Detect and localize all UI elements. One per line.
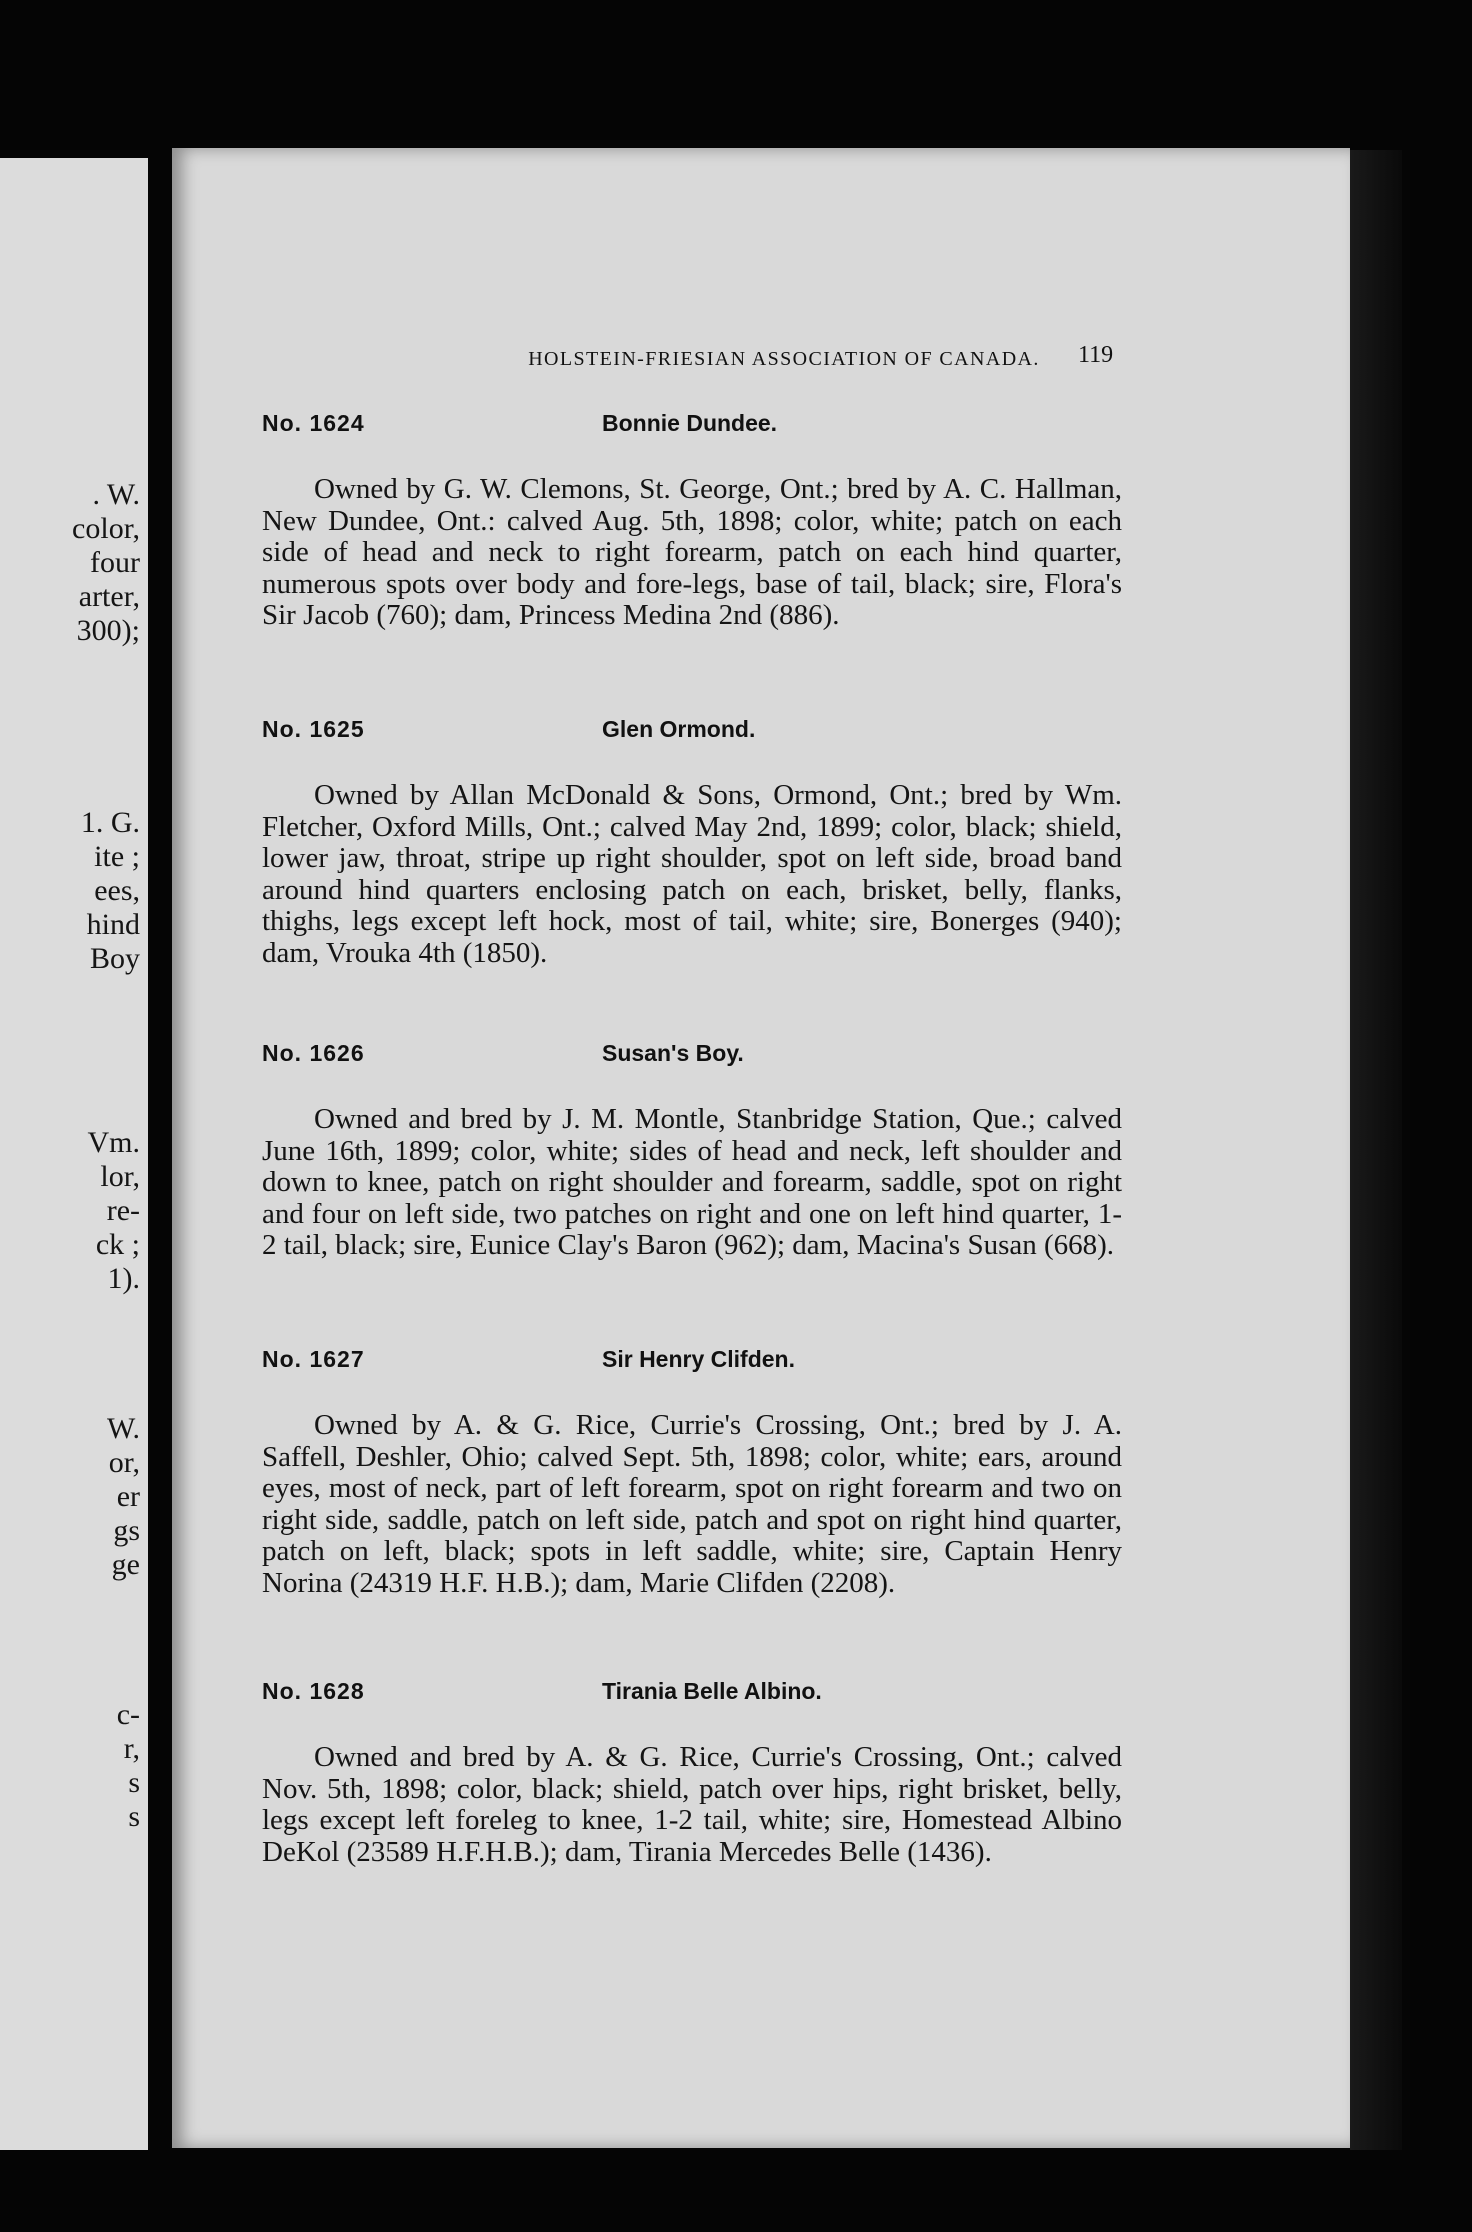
facing-page-fragment: Vm. lor, re- ck ; 1). bbox=[87, 1126, 140, 1295]
entry-description: Owned and bred by A. & G. Rice, Currie's Crossing, Ont.; calved Nov. 5th, 1898; color, black; shield, patch over hips, right brisket, belly, legs except left foreleg to knee, 1-2 tail, white; sire, Homestead Albino DeKol (23589 H.F.H.B.); dam, Tirania Mercedes Belle (1436). bbox=[262, 1741, 1122, 1868]
entry-animal-name: Sir Henry Clifden. bbox=[602, 1346, 795, 1372]
register-entry bbox=[262, 410, 1322, 632]
running-head: HOLSTEIN-FRIESIAN ASSOCIATION OF CANADA. bbox=[528, 348, 1040, 370]
facing-page-edge bbox=[0, 158, 148, 2150]
page-number: 119 bbox=[1078, 342, 1114, 368]
register-entry bbox=[262, 1346, 1322, 1599]
register-entry bbox=[262, 1040, 1322, 1262]
facing-page-fragment: 1. G. ite ; ees, hind Boy bbox=[80, 806, 140, 975]
entry-number: No. 1627 bbox=[262, 1346, 365, 1372]
register-entry bbox=[262, 716, 1322, 969]
entry-header bbox=[262, 1040, 1322, 1076]
book-page bbox=[172, 148, 1350, 2148]
page-edge-shadow bbox=[1350, 150, 1402, 2150]
entry-description: Owned and bred by J. M. Montle, Stanbridge Station, Que.; calved June 16th, 1899; color, white; sides of head and neck, left shoulder and down to knee, patch on right shoulder and forearm, saddle, spot on right and four on left side, two patches on right and one on left hind quarter, 1-2 tail, black; sire, Eunice Clay's Baron (962); dam, Macina's Susan (668). bbox=[262, 1103, 1122, 1261]
entry-description: Owned by Allan McDonald & Sons, Ormond, Ont.; bred by Wm. Fletcher, Oxford Mills, Ont.; calved May 2nd, 1899; color, black; shield, lower jaw, throat, stripe up right shoulder, spot on left side, broad band around hind quarters enclosing patch on each, brisket, belly, flanks, thighs, legs except left hock, most of tail, white; sire, Bonerges (940); dam, Vrouka 4th (1850). bbox=[262, 779, 1122, 969]
entry-number: No. 1628 bbox=[262, 1678, 365, 1704]
entry-animal-name: Glen Ormond. bbox=[602, 716, 756, 742]
register-entry bbox=[262, 1678, 1322, 1868]
entry-number: No. 1625 bbox=[262, 716, 365, 742]
entry-animal-name: Susan's Boy. bbox=[602, 1040, 744, 1066]
entry-description: Owned by A. & G. Rice, Currie's Crossing, Ont.; bred by J. A. Saffell, Deshler, Ohio; calved Sept. 5th, 1898; color, white; ears, around eyes, most of neck, part of left forearm, spot on right forearm and two on right side, saddle, patch on left side, patch and spot on right hind quarter, patch on left, black; spots in left saddle, white; sire, Captain Henry Norina (24319 H.F. H.B.); dam, Marie Clifden (2208). bbox=[262, 1409, 1122, 1599]
entry-header bbox=[262, 716, 1322, 752]
entry-description: Owned by G. W. Clemons, St. George, Ont.; bred by A. C. Hallman, New Dundee, Ont.: calved Aug. 5th, 1898; color, white; patch on each side of head and neck to right forearm, patch on each hind quarter, numerous spots over body and fore-legs, base of tail, black; sire, Flora's Sir Jacob (760); dam, Princess Medina 2nd (886). bbox=[262, 473, 1122, 631]
entry-header bbox=[262, 410, 1322, 446]
entry-header bbox=[262, 1346, 1322, 1382]
facing-page-fragment: c- r, s s bbox=[116, 1698, 140, 1833]
entry-number: No. 1624 bbox=[262, 410, 365, 436]
entry-number: No. 1626 bbox=[262, 1040, 365, 1066]
facing-page-fragment: . W. color, four arter, 300); bbox=[72, 478, 140, 647]
entry-header bbox=[262, 1678, 1322, 1714]
facing-page-fragment: W. or, er gs ge bbox=[106, 1412, 140, 1581]
entry-animal-name: Tirania Belle Albino. bbox=[602, 1678, 822, 1704]
entry-animal-name: Bonnie Dundee. bbox=[602, 410, 778, 436]
